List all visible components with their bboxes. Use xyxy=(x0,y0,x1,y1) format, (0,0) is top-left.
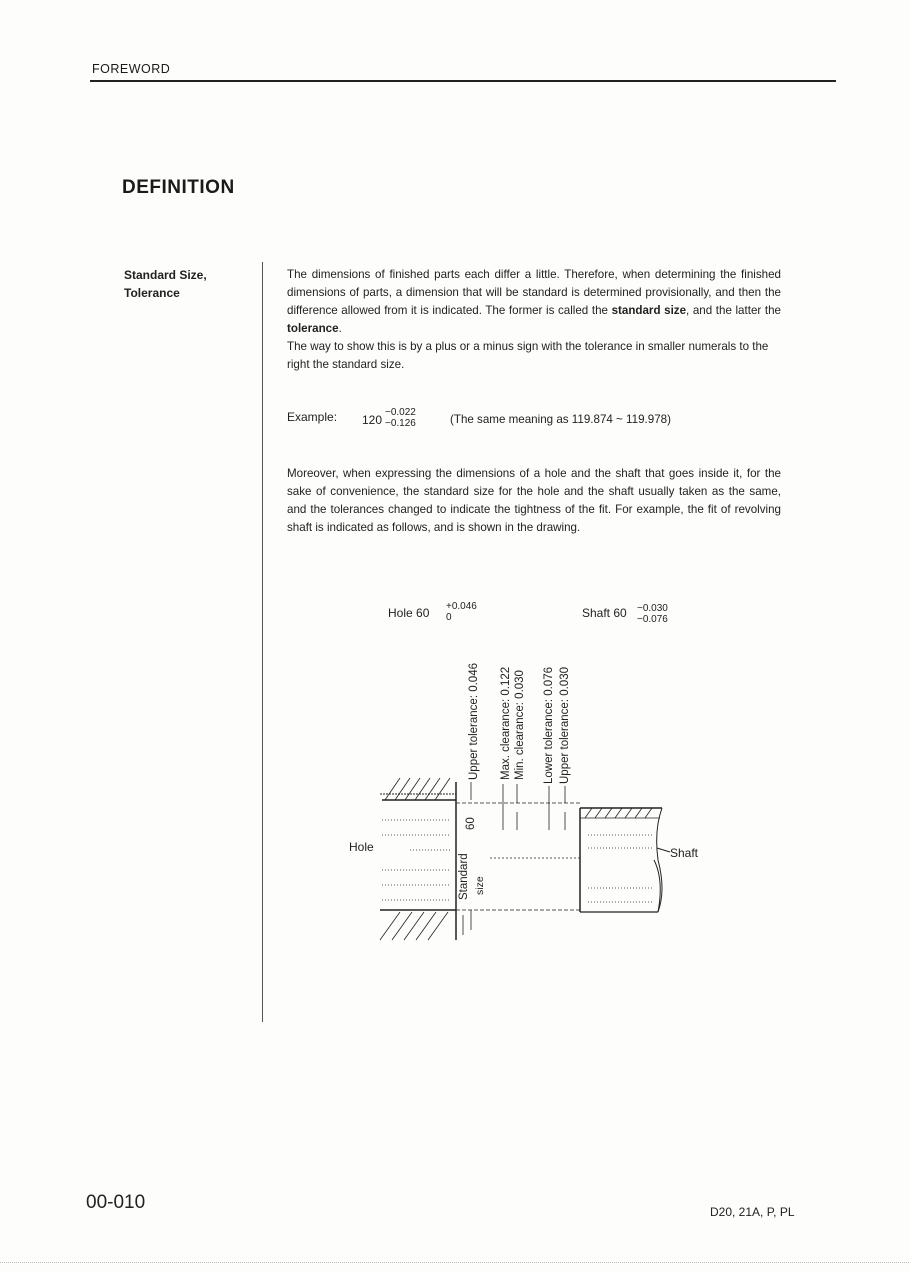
page-number: 00-010 xyxy=(86,1192,146,1213)
term-standard-size: standard size xyxy=(611,304,687,317)
label-upper-tolerance-shaft: Upper tolerance: 0.030 xyxy=(559,667,571,784)
para1-text-f: The way to show this is by a plus or a minus sign with the tolerance in smaller numerals to the right the standard size. xyxy=(287,340,769,371)
hole-lower: 0 xyxy=(446,612,452,623)
paragraph-definition xyxy=(287,266,781,374)
example-meaning: (The same meaning as 119.874 ~ 119.978) xyxy=(450,413,671,426)
paragraph-fit: Moreover, when expressing the dimensions of a hole and the shaft that goes inside it, for the sake of convenience, the standard size for the hole and the shaft usually taken as the same, and the tolerances changed to indicate the tightness of the fit. For example, the fit of revolving shaft is indicated as follows, and is shown in the drawing. xyxy=(287,467,781,534)
label-shaft: Shaft xyxy=(670,846,699,860)
column-divider xyxy=(262,262,263,1022)
hole-upper: +0.046 xyxy=(446,601,477,612)
section-header: FOREWORD xyxy=(92,62,171,76)
label-max-clearance: Max. clearance: 0.122 xyxy=(500,666,512,780)
label-min-clearance: Min. clearance: 0.030 xyxy=(514,670,526,780)
shaft-upper: −0.030 xyxy=(637,603,668,614)
para1-text-a: The dimensions of finished parts each differ a little. Therefore, when determining the finished dimensions of parts, a dimension that will be standard is determined provisionally, and then the difference allowed from it is indicated. The former is called the xyxy=(287,268,781,317)
para1-text-e: . xyxy=(338,322,342,335)
example-label: Example: xyxy=(287,410,338,424)
para1-text-c: , and the latter the xyxy=(686,304,781,317)
hole-spec-tolerance xyxy=(446,601,477,623)
example-lower: −0.126 xyxy=(385,418,416,429)
page-title: DEFINITION xyxy=(122,177,235,198)
model-list: D20, 21A, P, PL xyxy=(710,1205,795,1219)
shaft-lower: −0.076 xyxy=(637,614,668,625)
label-standard: Standard xyxy=(458,853,470,900)
dimension-lines xyxy=(456,782,580,935)
hole-spec: Hole 60 xyxy=(388,606,430,620)
side-heading-line1: Standard Size, xyxy=(124,268,207,282)
side-heading-line2: Tolerance xyxy=(124,286,180,300)
shaft-spec: Shaft 60 xyxy=(582,606,627,620)
example-number: 120 xyxy=(362,413,383,427)
shaft-body xyxy=(580,808,670,912)
fit-diagram xyxy=(370,770,680,945)
label-lower-tolerance-shaft: Lower tolerance: 0.076 xyxy=(543,667,555,784)
side-heading xyxy=(124,266,207,302)
example-upper: −0.022 xyxy=(385,407,416,418)
term-tolerance: tolerance xyxy=(287,322,339,335)
label-sixty: 60 xyxy=(465,817,477,830)
label-upper-tolerance-hole: Upper tolerance: 0.046 xyxy=(468,663,480,780)
label-size: size xyxy=(474,876,486,895)
example-tolerance xyxy=(385,407,416,429)
bottom-edge-rule xyxy=(0,1262,909,1263)
shaft-spec-tolerance xyxy=(637,603,668,625)
header-rule xyxy=(90,80,836,82)
label-hole: Hole xyxy=(349,840,374,854)
hole-body xyxy=(380,778,456,940)
